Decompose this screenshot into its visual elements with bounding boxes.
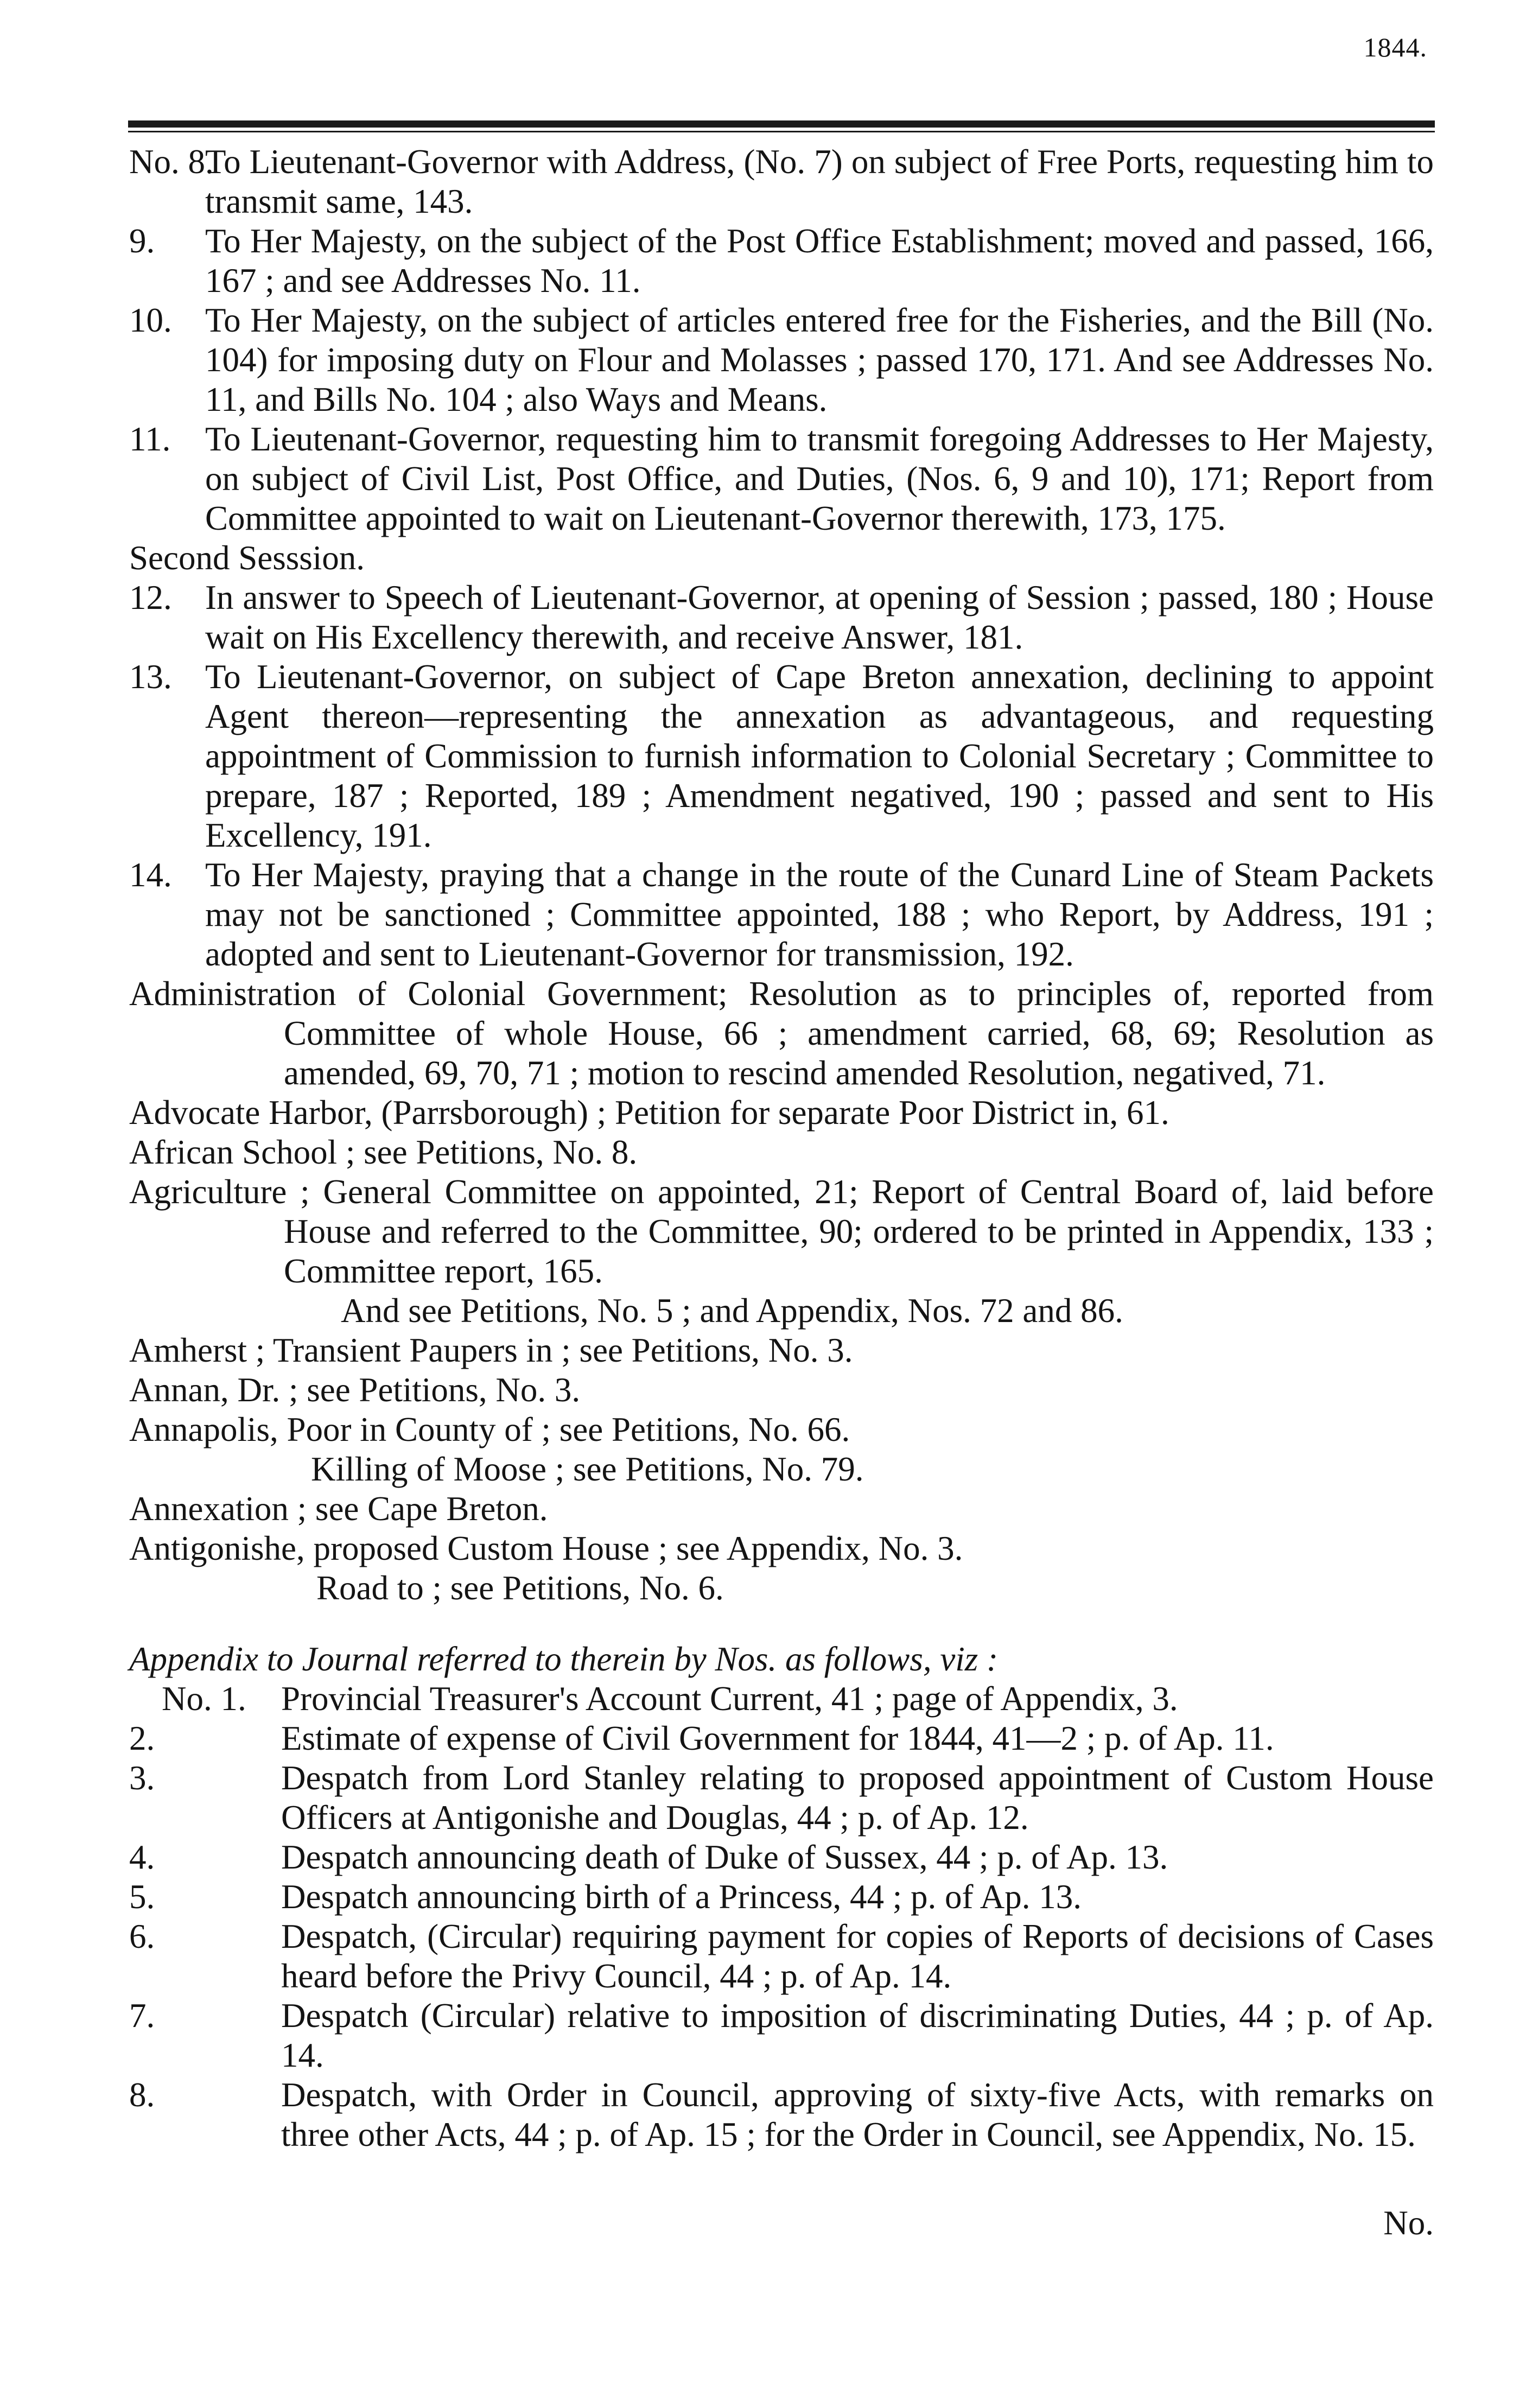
index-entry-administration: Administration of Colonial Government; Resolution as to principles of, reported from Committee of whole House, 66 ; amendment carried, 68, 69; Resolution as amended, 69, 70, 71 ; motion to rescind amended Resolution, negatived, 71. [129,975,1434,1092]
address-entry-8 [129,142,1434,221]
index-entry-african-school: African School ; see Petitions, No. 8. [129,1133,638,1171]
index-entry-antigonishe: Antigonishe, proposed Custom House ; see Appendix, No. 3. [129,1529,963,1567]
entry-text: To Lieutenant-Governor, requesting him to transmit foregoing Addresses to Her Majesty, on subject of Civil List, Post Office, and Duties, (Nos. 6, 9 and 10), 171; Report from Committee appointed to wait on Lieutenant-Governor therewith, 173, 175. [205,420,1434,537]
appendix-entry-4 [129,1838,1434,1877]
address-entry-12 [129,578,1434,657]
appendix-entry-8 [129,2075,1434,2155]
entry-text: To Her Majesty, on the subject of articles entered free for the Fisheries, and the Bill (No. 104) for imposing duty on Flour and Molasses ; passed 170, 171. And see Addresses No. 11, and Bills No. 104 ; also Ways and Means. [205,301,1434,418]
index-entry-agriculture-see-also: And see Petitions, No. 5 ; and Appendix, Nos. 72 and 86. [341,1292,1123,1330]
entry-text: Despatch (Circular) relative to imposition of discriminating Duties, 44 ; p. of Ap. 14. [281,1997,1434,2074]
addresses-second-session [129,578,1434,974]
index-entry-annan: Annan, Dr. ; see Petitions, No. 3. [129,1371,581,1409]
entry-text: To Lieutenant-Governor with Address, (No. 7) on subject of Free Ports, requesting him to transmit same, 143. [205,143,1434,220]
index-entry-amherst: Amherst ; Transient Paupers in ; see Petitions, No. 3. [129,1331,853,1369]
entry-text: In answer to Speech of Lieutenant-Governor, at opening of Session ; passed, 180 ; House wait on His Excellency therewith, and receive Answer, 181. [205,579,1434,656]
index-entry-annexation: Annexation ; see Cape Breton. [129,1490,548,1528]
entry-text: Despatch announcing birth of a Princess, 44 ; p. of Ap. 13. [281,1878,1082,1916]
entry-text: To Her Majesty, on the subject of the Post Office Establishment; moved and passed, 166, 167 ; and see Addresses No. 11. [205,222,1434,300]
index-subentry-killing-of-moose: Killing of Moose ; see Petitions, No. 79. [311,1450,864,1488]
entry-text: To Her Majesty, praying that a change in the route of the Cunard Line of Steam Packets may not be sanctioned ; Committee appointed, 188 ; who Report, by Address, 191 ; adopted and sent to Lieutenant-Governor for transmission, 192. [205,856,1434,973]
address-entry-13 [129,657,1434,855]
entry-number: 3. [129,1759,155,1797]
catchword: No. [1383,2204,1434,2242]
entry-text: Estimate of expense of Civil Government for 1844, 41—2 ; p. of Ap. 11. [281,1719,1274,1757]
entry-number: 10. [129,301,172,339]
entry-text: To Lieutenant-Governor, on subject of Cape Breton annexation, declining to appoint Agent thereon—representing the annexation as advantageous, and requesting appointment of Commission to furnish information to Colonial Secretary ; Committee to prepare, 187 ; Reported, 189 ; Amendment negatived, 190 ; passed and sent to His Excellency, 191. [205,658,1434,854]
appendix-list [129,1679,1434,2155]
appendix-entry-1 [129,1679,1434,1719]
section-gap [129,1608,1434,1640]
address-entry-14 [129,855,1434,974]
index-entry-annapolis: Annapolis, Poor in County of ; see Petitions, No. 66. [129,1411,850,1448]
alphabetical-index [129,974,1434,1608]
entry-number: 2. [129,1719,155,1757]
appendix-entry-7 [129,1996,1434,2075]
entry-text: Despatch from Lord Stanley relating to proposed appointment of Custom House Officers at Antigonishe and Douglas, 44 ; p. of Ap. 12. [281,1759,1434,1837]
entry-text: Despatch, with Order in Council, approving of sixty-five Acts, with remarks on three other Acts, 44 ; p. of Ap. 15 ; for the Order in Council, see Appendix, No. 15. [281,2076,1434,2153]
address-entry-10 [129,301,1434,420]
entry-text: Provincial Treasurer's Account Current, 41 ; page of Appendix, 3. [281,1680,1178,1718]
header-rule [128,120,1435,128]
entry-number: No. 1. [162,1680,246,1718]
entry-number: 4. [129,1838,155,1876]
entry-text: Despatch, (Circular) requiring payment for copies of Reports of decisions of Cases heard before the Privy Council, 44 ; p. of Ap. 14. [281,1917,1434,1995]
index-subentry-road-to: Road to ; see Petitions, No. 6. [316,1569,724,1607]
entry-number: 7. [129,1997,155,2035]
index-entry-advocate-harbor: Advocate Harbor, (Parrsborough) ; Petition for separate Poor District in, 61. [129,1094,1169,1132]
appendix-heading: Appendix to Journal referred to therein by Nos. as follows, viz : [129,1640,999,1678]
appendix-entry-6 [129,1917,1434,1996]
entry-number: 5. [129,1878,155,1916]
address-entry-11 [129,420,1434,538]
index-entry-agriculture: Agriculture ; General Committee on appointed, 21; Report of Central Board of, laid before House and referred to the Committee, 90; ordered to be printed in Appendix, 133 ; Committee report, 165. [129,1173,1434,1290]
entry-number: 13. [129,658,172,696]
entry-number: 6. [129,1917,155,1955]
appendix-entry-2 [129,1719,1434,1758]
appendix-entry-3 [129,1758,1434,1838]
second-session-label: Second Sesssion. [129,539,365,577]
addresses-first-session [129,142,1434,538]
entry-number: 8. [129,2076,155,2114]
appendix-entry-5 [129,1877,1434,1917]
entry-number: 12. [129,579,172,617]
entry-text: Despatch announcing death of Duke of Sussex, 44 ; p. of Ap. 13. [281,1838,1168,1876]
address-entry-9 [129,221,1434,301]
index-content [129,142,1434,2155]
page-year: 1844. [1363,32,1427,62]
entry-number: 14. [129,856,172,894]
entry-number: 9. [129,222,155,260]
entry-number: No. 8. [129,143,214,181]
entry-number: 11. [129,420,171,458]
